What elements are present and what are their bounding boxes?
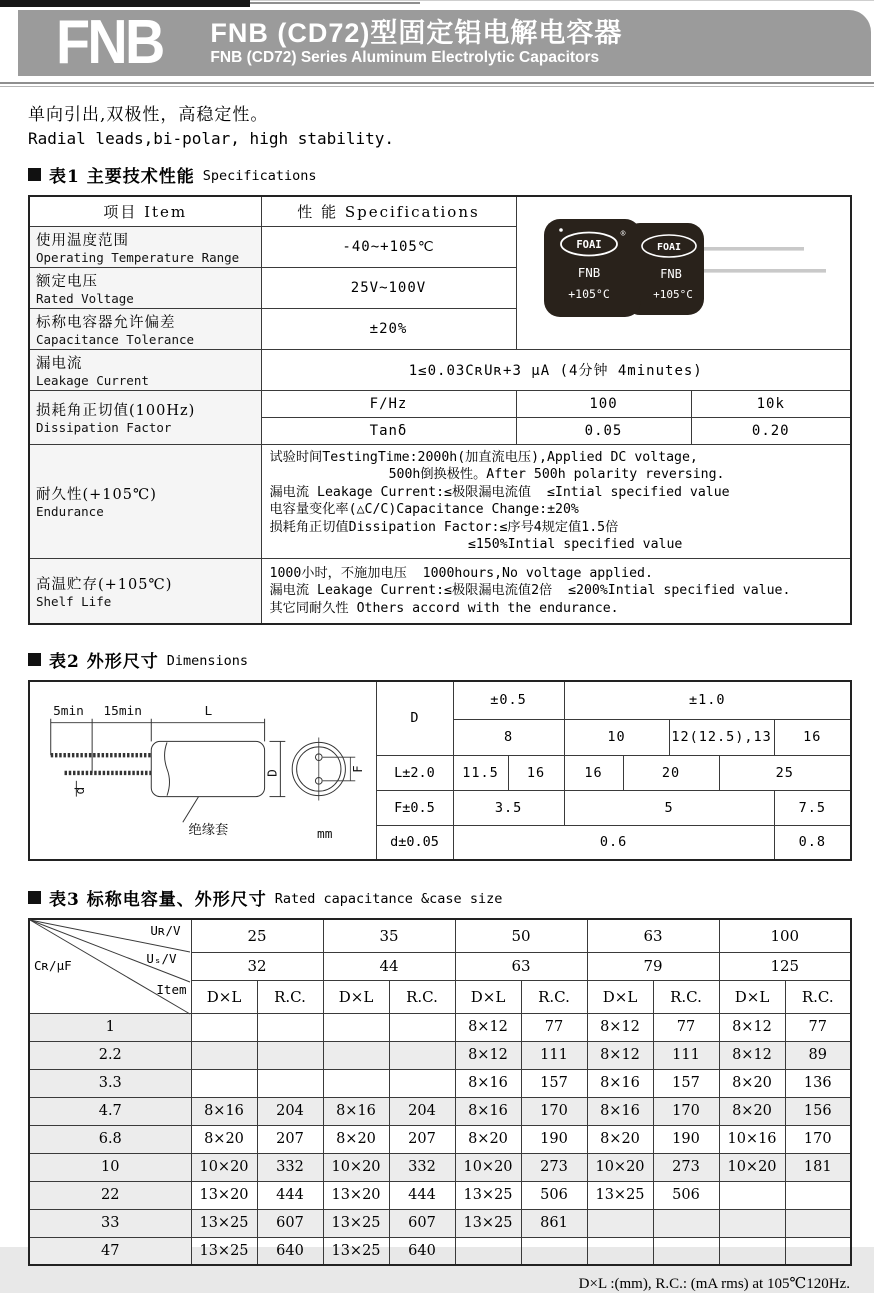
capacitor-photo: [528, 207, 838, 335]
us-value: 125: [719, 952, 851, 980]
corner-label-item: Item: [156, 982, 187, 997]
section-title-en: Dimensions: [166, 652, 249, 669]
tan-10k: 0.20: [691, 417, 851, 444]
col-header-rc: R.C.: [521, 980, 587, 1013]
table3-body: [29, 1013, 851, 1265]
rc-cell: 607: [257, 1209, 323, 1237]
dim-row-label-F: F±0.5: [376, 790, 453, 825]
endurance-text: [261, 444, 851, 558]
capacitance-value: 2.2: [29, 1041, 191, 1069]
table-row: [29, 1013, 851, 1041]
top-thin-rule: [250, 2, 420, 4]
rc-cell: 207: [257, 1125, 323, 1153]
rc-cell: 111: [521, 1041, 587, 1069]
dxl-cell: 8×12: [455, 1041, 521, 1069]
table-row: [29, 1069, 851, 1097]
specifications-table: [28, 195, 852, 625]
capacitor-photo-cell: [516, 196, 851, 349]
dxl-cell: [323, 1041, 389, 1069]
dxl-cell: 8×16: [191, 1097, 257, 1125]
dxl-cell: [191, 1069, 257, 1097]
dxl-cell: 8×16: [455, 1097, 521, 1125]
text-line: 其它同耐久性 Others accord with the endurance.: [269, 600, 619, 616]
dxl-cell: [587, 1209, 653, 1237]
row-label-tolerance: 标称电容器允许偏差 Capacitance Tolerance: [29, 308, 261, 349]
ur-value: 100: [719, 919, 851, 952]
dxl-cell: [323, 1069, 389, 1097]
ur-value: 25: [191, 919, 323, 952]
dxl-cell: [191, 1041, 257, 1069]
top-black-bar: [0, 0, 250, 7]
size-10: 10: [564, 719, 669, 755]
page-title-en: FNB (CD72) Series Aluminum Electrolytic Capacitors: [210, 49, 600, 66]
length-value: 11.5: [453, 755, 508, 790]
section-title-en: Specifications: [202, 167, 317, 184]
lead-dia-value: 0.6: [453, 825, 774, 860]
rc-cell: [785, 1181, 851, 1209]
col-header-dxl: D×L: [587, 980, 653, 1013]
section-title-cn: 表3 标称电容量、外形尺寸: [49, 890, 267, 910]
col-header-dxl: D×L: [719, 980, 785, 1013]
row-label-leakage: 漏电流 Leakage Current: [29, 349, 261, 390]
rc-cell: [785, 1209, 851, 1237]
section-marker-icon: [28, 653, 41, 666]
tolerance-large: ±1.0: [564, 681, 851, 719]
intro-line-cn: 单向引出,双极性，高稳定性。: [28, 105, 269, 125]
table-row: [29, 1209, 851, 1237]
dxl-cell: 8×12: [719, 1041, 785, 1069]
dxl-cell: 8×20: [455, 1125, 521, 1153]
col-header-rc: R.C.: [257, 980, 323, 1013]
rc-cell: 444: [389, 1181, 455, 1209]
rc-cell: 77: [653, 1013, 719, 1041]
dxl-cell: 10×20: [719, 1153, 785, 1181]
rc-cell: 157: [521, 1069, 587, 1097]
pitch-value: 5: [564, 790, 774, 825]
rc-cell: 190: [521, 1125, 587, 1153]
rc-cell: 204: [257, 1097, 323, 1125]
dxl-cell: [719, 1209, 785, 1237]
freq-10k: 10k: [691, 390, 851, 417]
ur-value: 35: [323, 919, 455, 952]
dxl-cell: 8×16: [587, 1069, 653, 1097]
capacitance-value: 1: [29, 1013, 191, 1041]
rc-cell: [389, 1013, 455, 1041]
capacitance-value: 33: [29, 1209, 191, 1237]
svg-text:5min: 5min: [52, 703, 84, 719]
rc-cell: 640: [389, 1237, 455, 1265]
capacitance-table: [28, 918, 852, 1266]
ur-value: 63: [587, 919, 719, 952]
rc-cell: 332: [257, 1153, 323, 1181]
rc-cell: 77: [521, 1013, 587, 1041]
dxl-cell: 8×12: [455, 1013, 521, 1041]
col-header-dxl: D×L: [455, 980, 521, 1013]
rc-cell: 273: [521, 1153, 587, 1181]
leakage-value: 1≤0.03CʀUʀ+3 μA (4分钟 4minutes): [261, 349, 851, 390]
row-label-rated-voltage: 额定电压 Rated Voltage: [29, 267, 261, 308]
brand-logo: FNB: [56, 8, 163, 77]
row-label-shelf-life: 高温贮存(+105℃) Shelf Life: [29, 558, 261, 624]
shelf-life-text: [261, 558, 851, 624]
corner-label-cr: Cʀ/μF: [34, 958, 72, 973]
size-8: 8: [453, 719, 564, 755]
text-line: 500h倒换极性。After 500h polarity reversing.: [269, 467, 725, 482]
col-header-dxl: D×L: [191, 980, 257, 1013]
rc-cell: 332: [389, 1153, 455, 1181]
rc-cell: 89: [785, 1041, 851, 1069]
rc-cell: 136: [785, 1069, 851, 1097]
svg-text:FOAI: FOAI: [657, 241, 682, 253]
rc-cell: 77: [785, 1013, 851, 1041]
dxl-cell: 10×20: [323, 1153, 389, 1181]
dxl-cell: 13×20: [323, 1181, 389, 1209]
rc-cell: 506: [521, 1181, 587, 1209]
length-value: 20: [623, 755, 719, 790]
header-rule-light: [0, 86, 874, 87]
dxl-cell: 10×20: [587, 1153, 653, 1181]
capacitance-value: 4.7: [29, 1097, 191, 1125]
rc-cell: [389, 1069, 455, 1097]
length-value: 16: [564, 755, 623, 790]
rc-cell: 506: [653, 1181, 719, 1209]
dxl-cell: [191, 1013, 257, 1041]
pitch-value: 7.5: [774, 790, 851, 825]
svg-text:®: ®: [620, 228, 626, 238]
rc-cell: 444: [257, 1181, 323, 1209]
section-marker-icon: [28, 168, 41, 181]
capacitance-value: 6.8: [29, 1125, 191, 1153]
rc-cell: 607: [389, 1209, 455, 1237]
col-header-dxl: D×L: [323, 980, 389, 1013]
svg-text:+105°C: +105°C: [568, 286, 611, 301]
text-line: 漏电流 Leakage Current:≤极限漏电流值2倍 ≤200%Intial specified value.: [269, 583, 791, 598]
text-line: 漏电流 Leakage Current:≤极限漏电流值 ≤Intial specified value: [269, 484, 730, 500]
text-line: 试验时间TestingTime:2000h(加直流电压),Applied DC voltage,: [269, 449, 698, 465]
table-row: [29, 1237, 851, 1265]
table-row: [29, 1125, 851, 1153]
svg-text:绝缘套: 绝缘套: [188, 822, 229, 838]
section-heading-table2: [28, 647, 850, 672]
size-16: 16: [774, 719, 851, 755]
dim-row-label-L: L±2.0: [376, 755, 453, 790]
page-title-cn: FNB (CD72)型固定铝电解电容器: [210, 18, 623, 48]
svg-text:15min: 15min: [103, 703, 142, 719]
rc-cell: [257, 1041, 323, 1069]
dim-row-label-d: d±0.05: [376, 825, 453, 860]
dxl-cell: 13×25: [323, 1209, 389, 1237]
rc-cell: [785, 1237, 851, 1265]
dxl-cell: 8×20: [719, 1069, 785, 1097]
dxl-cell: 8×16: [455, 1069, 521, 1097]
rc-cell: 861: [521, 1209, 587, 1237]
col-header-rc: R.C.: [785, 980, 851, 1013]
dxl-cell: 13×25: [323, 1237, 389, 1265]
svg-text:L: L: [204, 703, 213, 719]
us-value: 63: [455, 952, 587, 980]
rc-cell: 170: [785, 1125, 851, 1153]
svg-text:d: d: [72, 786, 88, 795]
col-header-rc: R.C.: [389, 980, 455, 1013]
us-value: 44: [323, 952, 455, 980]
dxl-cell: 8×12: [587, 1013, 653, 1041]
length-value: 25: [719, 755, 851, 790]
dxl-cell: 8×12: [719, 1013, 785, 1041]
capacitance-value: 47: [29, 1237, 191, 1265]
table-row: [29, 1097, 851, 1125]
dxl-cell: 8×20: [323, 1125, 389, 1153]
row-label-endurance: 耐久性(+105℃) Endurance: [29, 444, 261, 558]
dxl-cell: 10×20: [455, 1153, 521, 1181]
ur-value: 50: [455, 919, 587, 952]
section-heading-table3: [28, 885, 850, 910]
rc-cell: 204: [389, 1097, 455, 1125]
rc-cell: [653, 1209, 719, 1237]
dimension-drawing: [33, 685, 373, 853]
rc-cell: 170: [521, 1097, 587, 1125]
capacitance-value: 10: [29, 1153, 191, 1181]
tan-100: 0.05: [516, 417, 691, 444]
section-title-cn: 表1 主要技术性能: [49, 167, 195, 187]
rc-cell: 156: [785, 1097, 851, 1125]
section-title-en: Rated capacitance &case size: [274, 890, 503, 907]
row-label-temperature: 使用温度范围 Operating Temperature Range: [29, 226, 261, 267]
corner-label-us: Uₛ/V: [146, 951, 177, 966]
corner-cell: [29, 919, 191, 1013]
svg-text:FNB: FNB: [660, 266, 683, 281]
dxl-cell: [323, 1013, 389, 1041]
dxl-cell: 13×20: [191, 1181, 257, 1209]
text-line: ≤150%Intial specified value: [269, 537, 683, 552]
rc-cell: [653, 1237, 719, 1265]
rc-cell: 157: [653, 1069, 719, 1097]
col-header-spec: 性 能 Specifications: [261, 196, 516, 226]
table-row: [29, 1041, 851, 1069]
svg-text:F: F: [350, 764, 365, 773]
tolerance-small: ±0.5: [453, 681, 564, 719]
rc-cell: [257, 1013, 323, 1041]
svg-text:mm: mm: [316, 826, 333, 842]
dxl-cell: 8×16: [323, 1097, 389, 1125]
dxl-cell: 10×20: [191, 1153, 257, 1181]
freq-100: 100: [516, 390, 691, 417]
dxl-cell: [455, 1237, 521, 1265]
dxl-cell: 8×20: [587, 1125, 653, 1153]
text-line: 损耗角正切值Dissipation Factor:≤序号4规定值1.5倍: [269, 519, 619, 535]
rc-cell: 640: [257, 1237, 323, 1265]
temperature-value: -40~+105℃: [261, 226, 516, 267]
rc-cell: 170: [653, 1097, 719, 1125]
table-row: [29, 1181, 851, 1209]
rc-cell: [389, 1041, 455, 1069]
freq-label: F/Hz: [261, 390, 516, 417]
dxl-cell: 8×12: [587, 1041, 653, 1069]
rated-voltage-value: 25V~100V: [261, 267, 516, 308]
svg-text:+105°C: +105°C: [653, 287, 694, 301]
tolerance-value: ±20%: [261, 308, 516, 349]
section-marker-icon: [28, 891, 41, 904]
svg-text:D: D: [265, 768, 281, 777]
text-line: 电容量变化率(△C/C)Capacitance Change:±20%: [269, 502, 579, 517]
dxl-cell: 8×16: [587, 1097, 653, 1125]
header-titles: [210, 18, 622, 68]
row-label-dissipation: 损耗角正切值(100Hz) Dissipation Factor: [29, 390, 261, 444]
rc-cell: 273: [653, 1153, 719, 1181]
svg-text:FNB: FNB: [577, 264, 601, 280]
table-row: [29, 1153, 851, 1181]
dxl-cell: 13×25: [455, 1209, 521, 1237]
dimensions-table: [28, 680, 852, 861]
size-12: 12(12.5),13: [669, 719, 774, 755]
lead-dia-value: 0.8: [774, 825, 851, 860]
col-header-item: 项目 Item: [29, 196, 261, 226]
rc-cell: 111: [653, 1041, 719, 1069]
header-rule: [0, 82, 874, 84]
dxl-cell: [719, 1237, 785, 1265]
us-value: 32: [191, 952, 323, 980]
text-line: 1000小时，不施加电压 1000hours,No voltage applied.: [269, 565, 653, 581]
dxl-cell: 8×20: [191, 1125, 257, 1153]
dxl-cell: 13×25: [191, 1209, 257, 1237]
pitch-value: 3.5: [453, 790, 564, 825]
dim-row-label-D: D: [376, 681, 453, 755]
dxl-cell: 10×16: [719, 1125, 785, 1153]
dxl-cell: 13×25: [191, 1237, 257, 1265]
header-band: [18, 10, 871, 76]
section-title-cn: 表2 外形尺寸: [49, 652, 159, 672]
dxl-cell: [587, 1237, 653, 1265]
section-heading-table1: [28, 162, 850, 187]
rc-cell: [521, 1237, 587, 1265]
corner-label-ur: Uʀ/V: [150, 923, 181, 938]
col-header-rc: R.C.: [653, 980, 719, 1013]
rc-cell: 181: [785, 1153, 851, 1181]
tan-label: Tanδ: [261, 417, 516, 444]
dxl-cell: 13×25: [455, 1181, 521, 1209]
dxl-cell: 8×20: [719, 1097, 785, 1125]
footer-note: D×L :(mm), R.C.: (mA rms) at 105℃120Hz.: [578, 1276, 850, 1292]
us-value: 79: [587, 952, 719, 980]
rc-cell: 190: [653, 1125, 719, 1153]
length-value: 16: [508, 755, 564, 790]
dxl-cell: 13×25: [587, 1181, 653, 1209]
rc-cell: 207: [389, 1125, 455, 1153]
svg-text:FOAI: FOAI: [576, 238, 602, 251]
dimension-drawing-cell: [29, 681, 376, 860]
dxl-cell: [719, 1181, 785, 1209]
capacitance-value: 3.3: [29, 1069, 191, 1097]
intro-line-en: Radial leads,bi-polar, high stability.: [28, 129, 395, 148]
rc-cell: [257, 1069, 323, 1097]
capacitance-value: 22: [29, 1181, 191, 1209]
